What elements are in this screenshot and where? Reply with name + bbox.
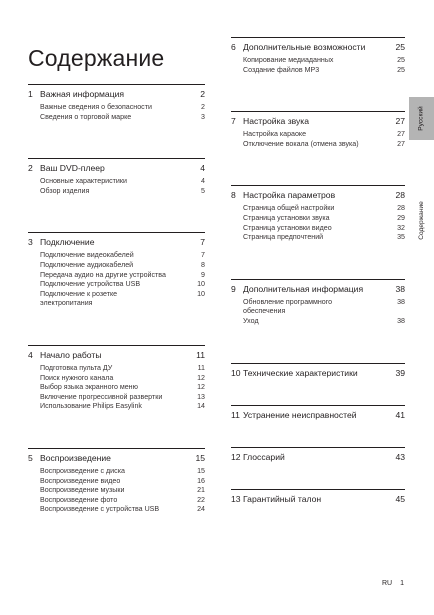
section-title: Дополнительная информация bbox=[243, 283, 364, 294]
toc-entry[interactable] bbox=[40, 402, 205, 412]
entry-title: Воспроизведение видео bbox=[40, 476, 121, 485]
entry-title: Страница предпочтений bbox=[243, 233, 324, 242]
entry-title: Обзор изделия bbox=[40, 186, 90, 195]
entry-page: 11 bbox=[197, 363, 205, 372]
toc-entry[interactable] bbox=[40, 251, 205, 261]
section-item-list bbox=[231, 298, 405, 327]
section-heading-text bbox=[28, 451, 111, 465]
entry-page: 25 bbox=[397, 65, 405, 74]
section-heading-text bbox=[231, 282, 363, 296]
toc-entry[interactable] bbox=[40, 177, 205, 187]
entry-page: 25 bbox=[397, 56, 405, 64]
section-number: 10 bbox=[231, 367, 241, 378]
toc-section-5 bbox=[28, 448, 205, 515]
entry-page: 12 bbox=[197, 383, 205, 392]
section-heading-text bbox=[231, 40, 365, 54]
entry-page: 10 bbox=[197, 289, 205, 298]
section-number: 12 bbox=[231, 451, 241, 462]
page-title: Содержание bbox=[28, 45, 165, 72]
section-heading-text bbox=[231, 408, 357, 422]
toc-section-heading[interactable] bbox=[28, 451, 205, 465]
entry-page: 28 bbox=[397, 204, 405, 213]
toc-section-13 bbox=[231, 489, 405, 506]
section-title: Важная информация bbox=[40, 89, 125, 99]
language-tab-label-wrap bbox=[409, 97, 434, 140]
section-number: 11 bbox=[231, 409, 240, 420]
toc-entry[interactable] bbox=[40, 261, 205, 271]
section-number: 13 bbox=[231, 493, 241, 504]
toc-section-heading[interactable] bbox=[231, 282, 405, 296]
toc-entry[interactable] bbox=[40, 364, 205, 374]
toc-entry[interactable] bbox=[243, 56, 405, 66]
section-title: Начало работы bbox=[40, 349, 102, 360]
section-number: 8 bbox=[231, 190, 236, 201]
section-title: Гарантийный талон bbox=[243, 493, 322, 504]
entry-page: 5 bbox=[201, 186, 205, 195]
section-page: 43 bbox=[395, 451, 405, 462]
entry-title: Включение прогрессивной развертки bbox=[40, 392, 163, 401]
entry-page: 21 bbox=[197, 486, 205, 495]
section-page: 45 bbox=[395, 493, 405, 504]
toc-entry[interactable] bbox=[243, 298, 405, 317]
toc-section-heading[interactable] bbox=[231, 114, 405, 128]
entry-page: 15 bbox=[197, 466, 205, 475]
section-page: 15 bbox=[195, 452, 205, 463]
entry-page: 4 bbox=[201, 177, 205, 186]
toc-entry[interactable] bbox=[40, 393, 205, 403]
entry-title: Воспроизведение с диска bbox=[40, 466, 125, 475]
section-item-list bbox=[28, 364, 205, 412]
entry-page: 13 bbox=[197, 392, 205, 401]
entry-page: 27 bbox=[397, 139, 405, 148]
entry-page: 10 bbox=[197, 280, 205, 289]
toc-entry[interactable] bbox=[40, 467, 205, 477]
toc-section-2 bbox=[28, 158, 205, 196]
entry-page: 35 bbox=[397, 233, 405, 242]
toc-entry[interactable] bbox=[40, 496, 205, 506]
section-title: Глоссарий bbox=[243, 451, 285, 462]
section-page: 7 bbox=[200, 237, 205, 248]
section-heading-text bbox=[28, 235, 95, 249]
toc-section-7 bbox=[231, 111, 405, 149]
section-item-list bbox=[28, 103, 205, 122]
entry-title: Воспроизведение с устройства USB bbox=[40, 505, 160, 514]
entry-page: 9 bbox=[201, 270, 205, 279]
toc-section-6 bbox=[231, 37, 405, 75]
entry-page: 32 bbox=[397, 223, 405, 232]
toc-entry[interactable] bbox=[243, 224, 405, 234]
toc-entry[interactable] bbox=[40, 374, 205, 384]
entry-page: 27 bbox=[397, 130, 405, 139]
section-page: 25 bbox=[395, 42, 405, 52]
section-item-list bbox=[231, 56, 405, 75]
entry-title: Страница установки видео bbox=[243, 223, 332, 232]
section-page: 28 bbox=[395, 190, 405, 201]
page-footer bbox=[382, 580, 404, 587]
entry-page: 29 bbox=[397, 213, 405, 222]
section-page: 39 bbox=[395, 367, 405, 378]
entry-page: 22 bbox=[197, 495, 205, 504]
section-number: 1 bbox=[28, 89, 33, 99]
entry-page: 12 bbox=[197, 373, 205, 382]
section-title: Настройка параметров bbox=[243, 190, 336, 201]
toc-section-heading[interactable] bbox=[231, 188, 405, 202]
toc-entry[interactable] bbox=[40, 486, 205, 496]
entry-page: 8 bbox=[201, 260, 205, 269]
toc-entry[interactable] bbox=[40, 383, 205, 393]
entry-title: Подключение устройства USB bbox=[40, 280, 141, 289]
section-title: Устранение неисправностей bbox=[243, 409, 357, 420]
toc-section-10 bbox=[231, 363, 405, 380]
section-title: Настройка звука bbox=[243, 116, 310, 127]
toc-section-3 bbox=[28, 232, 205, 309]
entry-page: 38 bbox=[397, 297, 405, 306]
toc-entry[interactable] bbox=[40, 187, 205, 197]
section-heading-text bbox=[231, 114, 309, 128]
toc-section-8 bbox=[231, 185, 405, 242]
entry-title: Выбор языка экранного меню bbox=[40, 383, 138, 392]
entry-page: 3 bbox=[201, 112, 205, 121]
section-page: 11 bbox=[196, 349, 205, 360]
section-heading-text bbox=[231, 188, 335, 202]
toc-left-column bbox=[28, 84, 205, 515]
entry-title: Подключение видеокабелей bbox=[40, 251, 134, 260]
toc-section-4 bbox=[28, 345, 205, 412]
toc-section-heading[interactable] bbox=[231, 450, 405, 464]
entry-page: 24 bbox=[197, 505, 205, 514]
toc-entry[interactable] bbox=[40, 477, 205, 487]
section-page: 27 bbox=[395, 116, 405, 127]
toc-section-12 bbox=[231, 447, 405, 464]
entry-page: 38 bbox=[397, 316, 405, 325]
toc-section-heading[interactable] bbox=[28, 87, 205, 101]
toc-section-1 bbox=[28, 84, 205, 122]
entry-title: Использование Philips Easylink bbox=[40, 402, 142, 411]
toc-section-heading[interactable] bbox=[231, 492, 405, 506]
footer-language: RU bbox=[381, 580, 393, 587]
language-tab-label: Русский bbox=[418, 106, 425, 131]
entry-page: 7 bbox=[201, 251, 205, 260]
entry-title: Поиск нужного канала bbox=[40, 373, 114, 382]
entry-title: Создание файлов MP3 bbox=[243, 65, 320, 74]
section-item-list bbox=[231, 204, 405, 242]
section-heading-text bbox=[231, 492, 321, 506]
footer-page-number: 1 bbox=[400, 580, 404, 587]
section-heading-text bbox=[28, 348, 102, 362]
section-page: 2 bbox=[200, 89, 205, 99]
section-heading-text bbox=[231, 366, 358, 380]
toc-section-heading[interactable] bbox=[231, 366, 405, 380]
section-item-list bbox=[231, 130, 405, 149]
section-title: Технические характеристики bbox=[243, 367, 358, 378]
toc-entry[interactable] bbox=[243, 140, 405, 150]
entry-title: Уход bbox=[243, 316, 259, 325]
toc-section-heading[interactable] bbox=[28, 348, 205, 362]
toc-entry[interactable] bbox=[243, 130, 405, 140]
section-number: 4 bbox=[28, 349, 33, 360]
toc-entry[interactable] bbox=[40, 103, 205, 113]
entry-title: Передача аудио на другие устройства bbox=[40, 270, 166, 279]
section-number: 2 bbox=[28, 163, 33, 174]
section-page: 38 bbox=[395, 283, 405, 294]
entry-title: Страница общей настройки bbox=[243, 204, 335, 213]
toc-section-heading[interactable] bbox=[231, 40, 405, 54]
toc-section-heading[interactable] bbox=[231, 408, 405, 422]
section-title: Ваш DVD-плеер bbox=[40, 163, 105, 174]
toc-section-heading[interactable] bbox=[28, 235, 205, 249]
toc-entry[interactable] bbox=[40, 113, 205, 123]
entry-page: 16 bbox=[197, 476, 205, 485]
entry-title: Основные характеристики bbox=[40, 177, 127, 186]
toc-section-11 bbox=[231, 405, 405, 422]
section-heading-text bbox=[28, 161, 105, 175]
section-title: Подключение bbox=[40, 237, 95, 248]
toc-entry[interactable] bbox=[243, 204, 405, 214]
toc-entry[interactable] bbox=[40, 280, 205, 290]
entry-title: Страница установки звука bbox=[243, 213, 330, 222]
section-page: 4 bbox=[200, 163, 205, 174]
entry-title: Важные сведения о безопасности bbox=[40, 103, 152, 111]
entry-page: 2 bbox=[201, 103, 205, 111]
section-heading-text bbox=[231, 450, 285, 464]
section-number: 6 bbox=[231, 42, 236, 52]
side-section-label: Содержание bbox=[418, 200, 426, 240]
toc-entry[interactable] bbox=[40, 271, 205, 281]
entry-title: Настройка караоке bbox=[243, 130, 307, 139]
entry-title: Воспроизведение фото bbox=[40, 495, 118, 504]
section-heading-text bbox=[28, 87, 124, 101]
entry-title: Отключение вокала (отмена звука) bbox=[243, 139, 359, 148]
toc-entry[interactable] bbox=[243, 214, 405, 224]
section-item-list bbox=[28, 251, 205, 309]
toc-entry[interactable] bbox=[243, 66, 405, 76]
entry-title: Подключение к розетке электропитания bbox=[40, 289, 118, 308]
section-number: 7 bbox=[231, 116, 236, 127]
section-item-list bbox=[28, 177, 205, 196]
section-title: Воспроизведение bbox=[40, 452, 111, 463]
section-item-list bbox=[28, 467, 205, 515]
toc-entry[interactable] bbox=[243, 317, 405, 327]
toc-section-heading[interactable] bbox=[28, 161, 205, 175]
entry-title: Обновление программного обеспечения bbox=[243, 297, 333, 316]
section-number: 9 bbox=[231, 283, 236, 294]
entry-title: Копирование медиаданных bbox=[243, 56, 334, 64]
section-number: 3 bbox=[28, 237, 33, 248]
entry-title: Воспроизведение музыки bbox=[40, 486, 125, 495]
section-number: 5 bbox=[28, 452, 33, 463]
toc-entry[interactable] bbox=[243, 233, 405, 243]
entry-page: 14 bbox=[197, 402, 205, 411]
toc-entry[interactable] bbox=[40, 505, 205, 515]
side-section-label-wrap bbox=[409, 190, 434, 250]
entry-title: Подключение аудиокабелей bbox=[40, 260, 134, 269]
toc-entry[interactable] bbox=[40, 290, 205, 309]
section-page: 41 bbox=[395, 409, 405, 420]
section-title: Дополнительные возможности bbox=[243, 42, 366, 52]
entry-title: Сведения о торговой марке bbox=[40, 112, 132, 121]
entry-title: Подготовка пульта ДУ bbox=[40, 363, 113, 372]
toc-right-column bbox=[231, 37, 405, 506]
toc-section-9 bbox=[231, 279, 405, 327]
